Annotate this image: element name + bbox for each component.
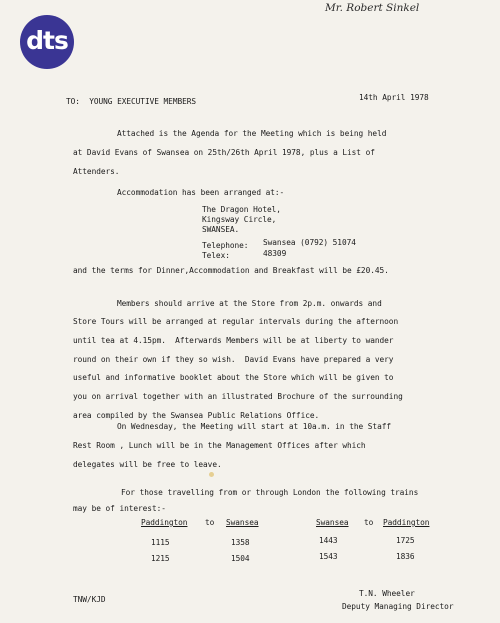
signatory-name: T.N. Wheeler [359, 589, 415, 598]
logo-text: dts [26, 26, 68, 55]
telex-number: 48309 [263, 249, 287, 258]
col1-from-header: Paddington [141, 518, 188, 527]
ink-spot [209, 472, 214, 477]
address-line: Kingsway Circle, [202, 215, 277, 224]
address-line: The Dragon Hotel, [202, 205, 281, 214]
signatory-title: Deputy Managing Director [342, 602, 454, 611]
para1-line: Attenders. [73, 167, 120, 176]
telephone-number: Swansea (0792) 51074 [263, 238, 356, 247]
para2-line: round on their own if they so wish. David Evans have prepared a very [73, 355, 394, 364]
company-logo [20, 15, 74, 69]
handwritten-note: Mr. Robert Sinkel [325, 2, 420, 14]
para3-line: Rest Room , Lunch will be in the Management Offices after which [73, 441, 366, 450]
col1-to-word: to [205, 518, 215, 527]
letter-date: 14th April 1978 [359, 93, 429, 102]
accommodation-intro: Accommodation has been arranged at:- [117, 188, 285, 197]
trains-intro-line: For those travelling from or through London the following trains [121, 488, 419, 497]
train-time: 1215 [151, 554, 170, 563]
reference-code: TNW/KJD [73, 595, 106, 604]
col2-to-header: Paddington [383, 518, 430, 527]
para3-line: On Wednesday, the Meeting will start at 10a.m. in the Staff [117, 422, 392, 431]
col2-to-word: to [364, 518, 374, 527]
para2-line: Store Tours will be arranged at regular intervals during the afternoon [73, 317, 399, 326]
para1-line: Attached is the Agenda for the Meeting which is being held [117, 129, 387, 138]
train-time: 1504 [231, 554, 250, 563]
train-time: 1115 [151, 538, 170, 547]
col2-from-header: Swansea [316, 518, 349, 527]
trains-intro-line: may be of interest:- [73, 504, 166, 513]
recipient-line: TO: YOUNG EXECUTIVE MEMBERS [66, 97, 197, 106]
para2-line: useful and informative booklet about the Store which will be given to [73, 373, 394, 382]
train-time: 1443 [319, 536, 338, 545]
terms-line: and the terms for Dinner,Accommodation and Breakfast will be £20.45. [73, 266, 389, 275]
train-time: 1543 [319, 552, 338, 561]
para2-line: area compiled by the Swansea Public Relations Office. [73, 411, 320, 420]
para3-line: delegates will be free to leave. [73, 460, 222, 469]
telephone-label: Telephone: [202, 241, 249, 250]
para1-line: at David Evans of Swansea on 25th/26th April 1978, plus a List of [73, 148, 375, 157]
address-line: SWANSEA. [202, 225, 240, 234]
para2-line: until tea at 4.15pm. Afterwards Members will be at liberty to wander [73, 336, 394, 345]
telex-label: Telex: [202, 251, 230, 260]
train-time: 1358 [231, 538, 250, 547]
col1-to-header: Swansea [226, 518, 259, 527]
para2-line: you on arrival together with an illustrated Brochure of the surrounding [73, 392, 403, 401]
train-time: 1725 [396, 536, 415, 545]
para2-line: Members should arrive at the Store from 2p.m. onwards and [117, 299, 382, 308]
train-time: 1836 [396, 552, 415, 561]
